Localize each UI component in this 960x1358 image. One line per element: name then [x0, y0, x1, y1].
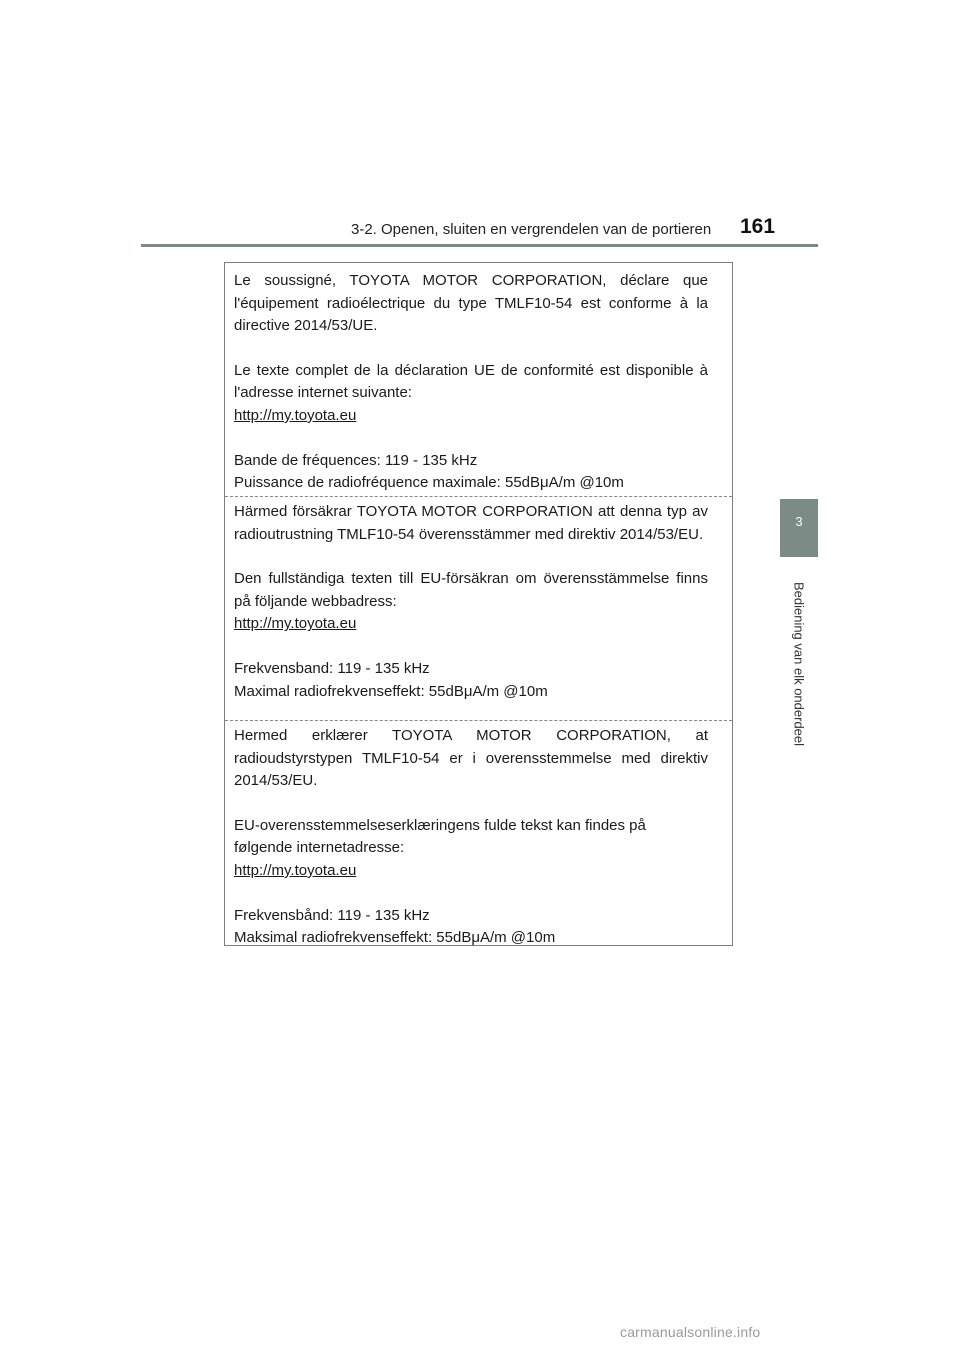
frequency-band-text: Frekvensbånd: 119 - 135 kHz [234, 906, 430, 924]
section-title: 3-2. Openen, sluiten en vergrendelen van de portieren [351, 221, 712, 238]
availability-paragraph [234, 815, 708, 883]
availability-text: EU-overensstemmelseserklæringens fulde tekst kan findes på følgende internetadresse: [234, 816, 646, 857]
frequency-band-text: Bande de fréquences: 119 - 135 kHz [234, 451, 478, 469]
declaration-text: Le soussigné, TOYOTA MOTOR CORPORATION, déclare que l'équipement radioélectrique du type TMLF10-54 est conforme à la directive 2014/53/UE. [234, 272, 708, 335]
availability-paragraph [234, 360, 708, 428]
source-watermark: carmanualsonline.info [620, 1324, 761, 1340]
header-divider [141, 244, 818, 247]
technical-specs [234, 450, 708, 495]
chapter-label: Bediening van elk onderdeel [791, 581, 807, 747]
chapter-tab [780, 499, 818, 557]
max-power-text: Maximal radiofrekvenseffekt: 55dBμA/m @10m [234, 682, 548, 700]
conformity-notice-box [224, 262, 733, 946]
declaration-text: Hermed erklærer TOYOTA MOTOR CORPORATION, at radioudstyrstypen TMLF10-54 er i overensstemmelse med direktiv 2014/53/EU. [234, 727, 708, 790]
website-link[interactable]: http://my.toyota.eu [234, 861, 357, 879]
page-number: 161 [740, 215, 776, 238]
technical-specs [234, 905, 708, 950]
availability-paragraph [234, 568, 708, 636]
website-link[interactable]: http://my.toyota.eu [234, 406, 357, 424]
notice-section-danish [225, 720, 732, 972]
technical-specs [234, 658, 708, 703]
max-power-text: Puissance de radiofréquence maximale: 55dBμA/m @10m [234, 474, 624, 492]
notice-section-swedish [225, 496, 732, 725]
availability-text: Den fullständiga texten till EU-försäkran om överensstämmelse finns på följande webbadress: [234, 570, 708, 610]
notice-section-french [225, 270, 732, 517]
frequency-band-text: Frekvensband: 119 - 135 kHz [234, 659, 430, 677]
max-power-text: Maksimal radiofrekvenseffekt: 55dBμA/m @10m [234, 929, 556, 947]
chapter-number: 3 [795, 514, 803, 529]
declaration-text: Härmed försäkrar TOYOTA MOTOR CORPORATION att denna typ av radioutrustning TMLF10-54 överensstämmer med direktiv 2014/53/EU. [234, 503, 708, 543]
website-link[interactable]: http://my.toyota.eu [234, 615, 357, 633]
availability-text: Le texte complet de la déclaration UE de conformité est disponible à l'adresse internet suivante: [234, 361, 708, 402]
